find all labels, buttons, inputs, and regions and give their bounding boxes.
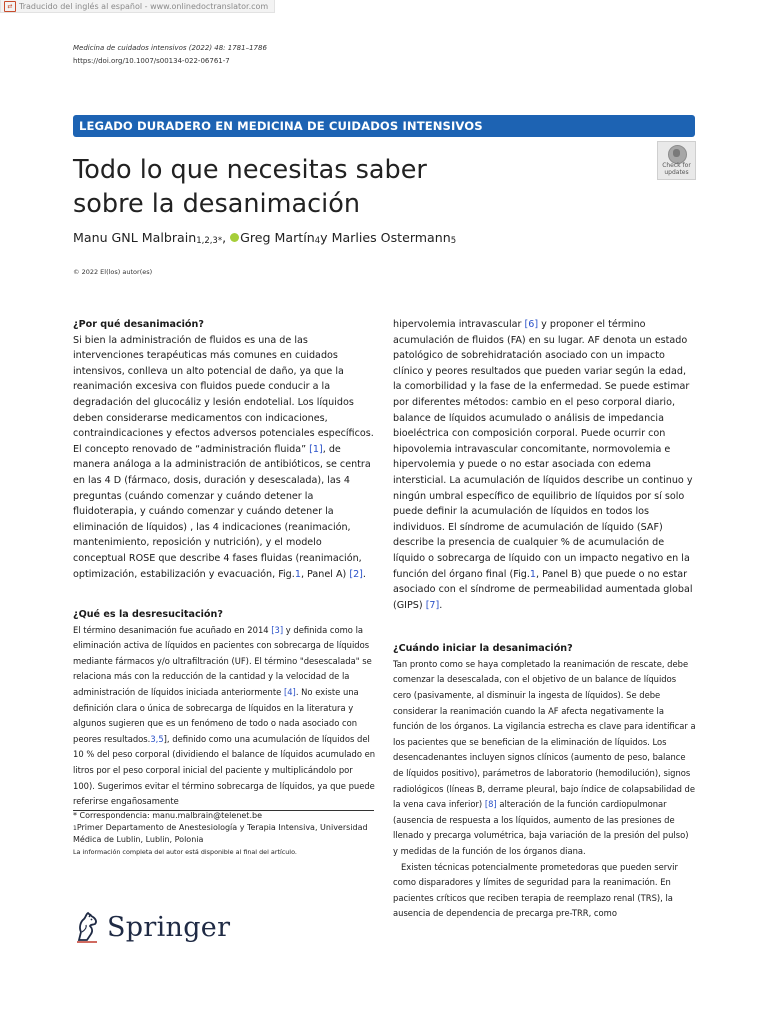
author-affiliation-sup: 5 bbox=[450, 236, 457, 246]
author-name[interactable]: y Marlies Ostermann bbox=[320, 230, 451, 245]
citation-link[interactable]: [4] bbox=[283, 687, 296, 698]
author-affiliation-sup: 4 bbox=[314, 236, 321, 246]
springer-horse-icon bbox=[73, 910, 101, 944]
section-banner-label: LEGADO DURADERO EN MEDICINA DE CUIDADOS INTENSIVOS bbox=[79, 119, 483, 133]
journal-citation: Medicina de cuidados intensivos (2022) 48: 1781–1786 bbox=[73, 44, 267, 52]
publisher-logo bbox=[73, 910, 230, 944]
citation-link[interactable]: 3,5 bbox=[150, 733, 164, 744]
check-for-updates-badge[interactable] bbox=[657, 141, 696, 180]
author-info-note: La información completa del autor está disponible al final del artículo. bbox=[73, 848, 297, 856]
citation-link[interactable]: [8] bbox=[484, 799, 497, 810]
translator-banner[interactable] bbox=[0, 0, 275, 13]
translate-icon: ⇄ bbox=[4, 1, 16, 12]
paragraph: Si bien la administración de fluidos es una de las intervenciones terapéuticas más comunes en cuidados intensivos, conlleva un alto potencial de daño, ya que la reanimación excesiva con fluidos puede conducir a la degradación del glucocáliz y lesión endotelial. Los líquidos deben considerarse medicamentos con indicaciones, contraindicaciones y efectos adversos potenciales específicos. El concepto renovado de “administración fluida” [1], de manera análoga a la administración de antibióticos, se centra en las 4 D (fármaco, dosis, duración y desescalada), las 4 preguntas (cuándo comenzar y cuándo detener la fluidoterapia, y cuándo comenzar y cuándo detener la eliminación de líquidos) , las 4 indicaciones (reanimación, mantenimiento, reposición y nutrición), y el modelo conceptual ROSE que describe 4 fases fluidas (reanimación, optimización, estabilización y evacuación, Fig.1, Panel A) [2]. bbox=[73, 334, 374, 580]
citation-link[interactable]: [6] bbox=[524, 319, 539, 330]
doi-link[interactable]: https://doi.org/10.1007/s00134-022-06761-7 bbox=[73, 57, 230, 65]
translator-banner-text: Traducido del inglés al español - www.onlinedoctranslator.com bbox=[19, 1, 269, 11]
affiliation-note bbox=[73, 823, 383, 832]
affiliation-line-2: Médica de Lublin, Lublin, Polonia bbox=[73, 835, 204, 844]
author-name[interactable]: Greg Martín bbox=[240, 230, 315, 245]
paragraph: Existen técnicas potencialmente prometedoras que pueden servir como disparadores y límites de seguridad para la reanimación. En pacientes críticos que reciben terapia de reemplazo renal (TRS), la ausencia de dependencia de precarga pre-TRR, como bbox=[393, 861, 678, 919]
article-title bbox=[73, 153, 493, 221]
left-column bbox=[73, 317, 376, 810]
affiliation-line-1: Primer Departamento de Anestesiología y Terapia Intensiva, Universidad bbox=[76, 823, 368, 832]
section-heading: ¿Cuándo iniciar la desanimación? bbox=[393, 643, 573, 655]
paragraph: El término desanimación fue acuñado en 2014 [3] y definida como la eliminación activa de líquidos en pacientes con sobrecarga de líquidos mediante fármacos y/o ultrafiltración (UF). El término "desescalada" se relaciona más con la reducción de la cantidad y la velocidad de la administración de líquidos iniciada anteriormente [4]. No existe una definición clara o única de sobrecarga de líquidos en la literatura y algunos sugieren que es un fenómeno de todo o nada asociado con peores resultados.3,5], definido como una acumulación de líquidos del 10 % del peso corporal (dividiendo el balance de líquidos acumulado en litros por el peso corporal inicial del paciente y multiplicándolo por 100). Sugerimos evitar el término sobrecarga de líquidos, ya que puede referirse engañosamente bbox=[73, 624, 376, 807]
author-name[interactable]: Manu GNL Malbrain bbox=[73, 230, 197, 245]
correspondence-note: * Correspondencia: manu.malbrain@telenet.be bbox=[73, 811, 262, 820]
right-column bbox=[393, 317, 696, 922]
orcid-icon[interactable] bbox=[230, 233, 239, 242]
figure-link[interactable]: 1 bbox=[529, 568, 536, 580]
check-updates-label-2: updates bbox=[664, 168, 689, 176]
author-separator: , bbox=[222, 230, 227, 245]
section-heading: ¿Por qué desanimación? bbox=[73, 319, 204, 330]
title-line-1: Todo lo que necesitas saber bbox=[73, 155, 427, 185]
affiliation-number: 1 bbox=[73, 825, 77, 832]
paragraph: hipervolemia intravascular [6] y proponer el término acumulación de fluidos (FA) en su lugar. AF denota un estado patológico de sobrehidratación asociado con un impacto clínico y peores resultados que pueden variar según la edad, la comorbilidad y la fase de la enfermedad. Se puede estimar por diferentes métodos: cambio en el peso corporal diario, balance de líquidos acumulado o análisis de impedancia bioeléctrica con composición corporal. Puede ocurrir con hipovolemia intravascular concomitante, normovolemia e hipervolemia y puede o no estar asociada con edema intersticial. La acumulación de líquidos describe un continuo y ningún umbral específico de equilibrio de líquidos por sí solo puede definir la acumulación de líquidos en todos los individuos. El síndrome de acumulación de líquido (SAF) describe la presencia de cualquier % de acumulación de líquido o sobrecarga de líquido con un impacto negativo en la función del órgano final (Fig.1, Panel B) que puede o no estar asociado con el síndrome de permeabilidad aumentada global (GIPS) [7]. bbox=[393, 319, 693, 611]
citation-link[interactable]: [7] bbox=[425, 599, 440, 611]
figure-link[interactable]: 1 bbox=[294, 568, 301, 580]
paragraph: Tan pronto como se haya completado la reanimación de rescate, debe comenzar la desescalada, con el objetivo de un balance de líquidos cero (pasivamente, al disminuir la ingesta de líquidos). Se debe considerar la reanimación cuando la AF afecta negativamente la función de los órganos. La vigilancia estrecha es clave para identificar a los pacientes que se benefician de la eliminación de líquidos. Los desencadenantes incluyen signos clínicos (aumento de peso, balance de líquidos positivo), parámetros de laboratorio (hemodilución), signos radiológicos (líneas B, derrame pleural, bajo índice de colapsabilidad de la vena cava inferior) [8] alteración de la función cardiopulmonar (ausencia de respuesta a los líquidos, aumento de las presiones de llenado y precarga volumétrica, baja variación de la presión del pulso) y medidas de la función de los órganos diana. bbox=[393, 658, 696, 856]
author-list bbox=[73, 230, 456, 245]
section-heading: ¿Qué es la desresucitación? bbox=[73, 609, 223, 621]
citation-link[interactable]: [2] bbox=[349, 568, 363, 580]
check-updates-label-1: Check for bbox=[662, 162, 691, 169]
publisher-name: Springer bbox=[107, 911, 231, 943]
section-banner bbox=[73, 115, 695, 137]
citation-link[interactable]: [3] bbox=[271, 624, 284, 635]
title-line-2: sobre la desanimación bbox=[73, 189, 360, 219]
copyright-notice: © 2022 El(los) autor(es) bbox=[73, 268, 153, 276]
author-affiliation-sup: 1,2,3* bbox=[196, 236, 223, 246]
citation-link[interactable]: [1] bbox=[309, 443, 323, 455]
